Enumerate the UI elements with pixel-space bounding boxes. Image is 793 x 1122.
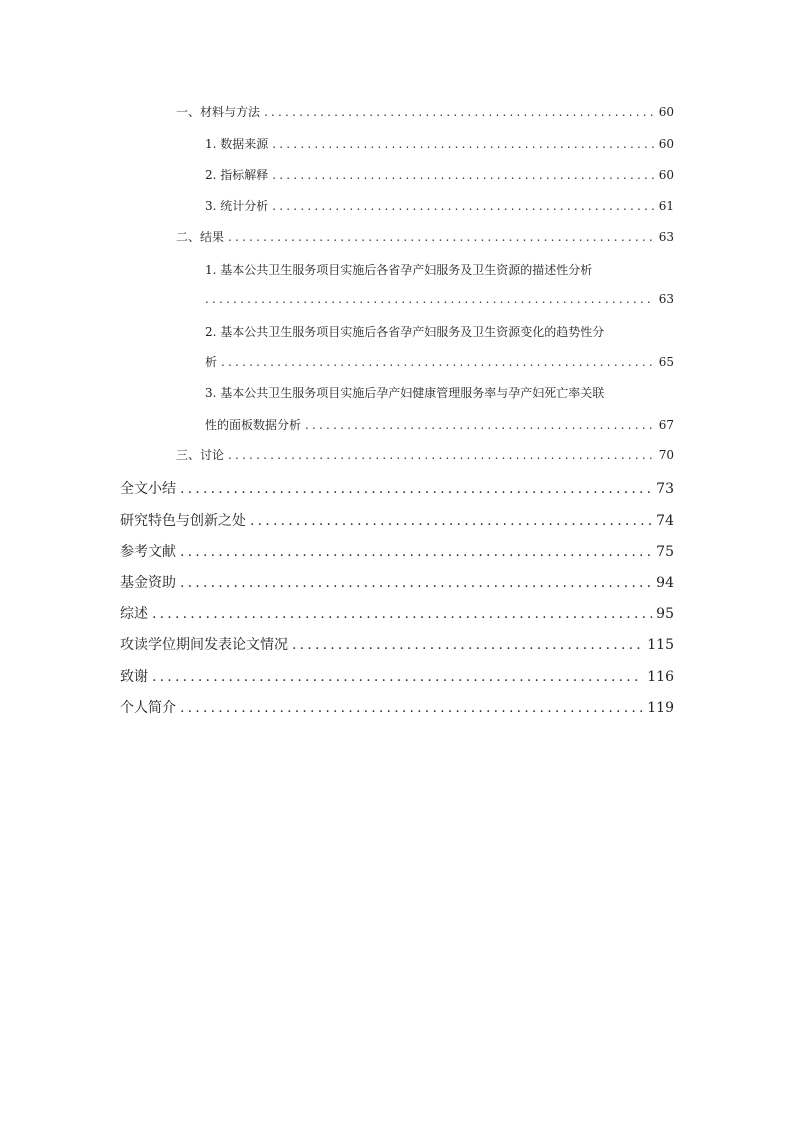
dot-leader (272, 168, 654, 182)
dot-leader (180, 544, 652, 560)
toc-entry-results-3-line2 (205, 416, 674, 433)
toc-entry-references (120, 541, 674, 561)
toc-label: 2. 指标解释 (205, 168, 269, 182)
toc-entry-materials-methods (176, 103, 674, 120)
toc-entry-statistical-analysis (205, 197, 674, 214)
toc-label: 3. 统计分析 (205, 199, 269, 213)
toc-entry-results-1-line1: 1. 基本公共卫生服务项目实施后各省孕产妇服务及卫生资源的描述性分析 (205, 263, 593, 277)
toc-entry-results-2-line1: 2. 基本公共卫生服务项目实施后各省孕产妇服务及卫生资源变化的趋势性分 (205, 325, 605, 339)
toc-entry-discussion (176, 446, 674, 463)
toc-label: 1. 数据来源 (205, 137, 269, 151)
dot-leader (228, 448, 655, 462)
toc-page-number: 60 (658, 137, 674, 151)
dot-leader (152, 669, 643, 685)
toc-page-number: 75 (656, 544, 674, 560)
toc-page-number: 63 (658, 230, 674, 244)
toc-label: 性的面板数据分析 (205, 418, 302, 432)
toc-entry-results-3-line1: 3. 基本公共卫生服务项目实施后孕产妇健康管理服务率与孕产妇死亡率关联 (205, 386, 605, 400)
toc-label: 二、结果 (176, 230, 225, 244)
toc-page-number: 61 (658, 199, 674, 213)
toc-entry-thanks (120, 666, 674, 686)
dot-leader (180, 700, 643, 716)
toc-entry-bio (120, 697, 674, 717)
toc-label: 全文小结 (120, 481, 176, 497)
toc-entry-data-source (205, 135, 674, 152)
dot-leader (272, 199, 654, 213)
toc-label: 综述 (120, 606, 148, 622)
toc-page-number: 74 (656, 513, 674, 529)
dot-leader (152, 606, 652, 622)
toc-entry-results (176, 228, 674, 245)
dot-leader (272, 137, 654, 151)
dot-leader (228, 230, 655, 244)
dot-leader (250, 513, 652, 529)
toc-page-number: 70 (658, 448, 674, 462)
toc-entry-publications (120, 634, 674, 654)
toc-entry-results-2-line2 (205, 353, 674, 370)
toc-page-number: 115 (647, 637, 674, 653)
toc-label: 攻读学位期间发表论文情况 (120, 637, 288, 653)
dot-leader (180, 575, 652, 591)
dot-leader (264, 105, 655, 119)
toc-entry-summary (120, 478, 674, 498)
toc-page-number: 73 (656, 481, 674, 497)
toc-label: 研究特色与创新之处 (120, 513, 246, 529)
toc-label: 三、讨论 (176, 448, 225, 462)
dot-leader (205, 292, 655, 306)
toc-page-number: 63 (658, 292, 674, 306)
toc-page-number: 116 (647, 669, 674, 685)
toc-page-number: 94 (656, 575, 674, 591)
toc-page-number: 67 (658, 418, 674, 432)
toc-page-number: 95 (656, 606, 674, 622)
toc-entry-features (120, 510, 674, 530)
toc-label: 析 (205, 355, 218, 369)
toc-entry-results-1-line2 (205, 292, 674, 306)
dot-leader (180, 481, 652, 497)
toc-page-number: 60 (658, 105, 674, 119)
toc-page-number: 60 (658, 168, 674, 182)
dot-leader (305, 418, 655, 432)
dot-leader (292, 637, 643, 653)
toc-label: 一、材料与方法 (176, 105, 261, 119)
toc-page-number: 65 (658, 355, 674, 369)
toc-entry-review (120, 603, 674, 623)
toc-page-number: 119 (647, 700, 674, 716)
toc-entry-indicator-definition (205, 166, 674, 183)
toc-entry-funding (120, 572, 674, 592)
toc-label: 基金资助 (120, 575, 176, 591)
toc-label: 个人简介 (120, 700, 176, 716)
dot-leader (221, 355, 655, 369)
toc-label: 致谢 (120, 669, 148, 685)
toc-label: 参考文献 (120, 544, 176, 560)
